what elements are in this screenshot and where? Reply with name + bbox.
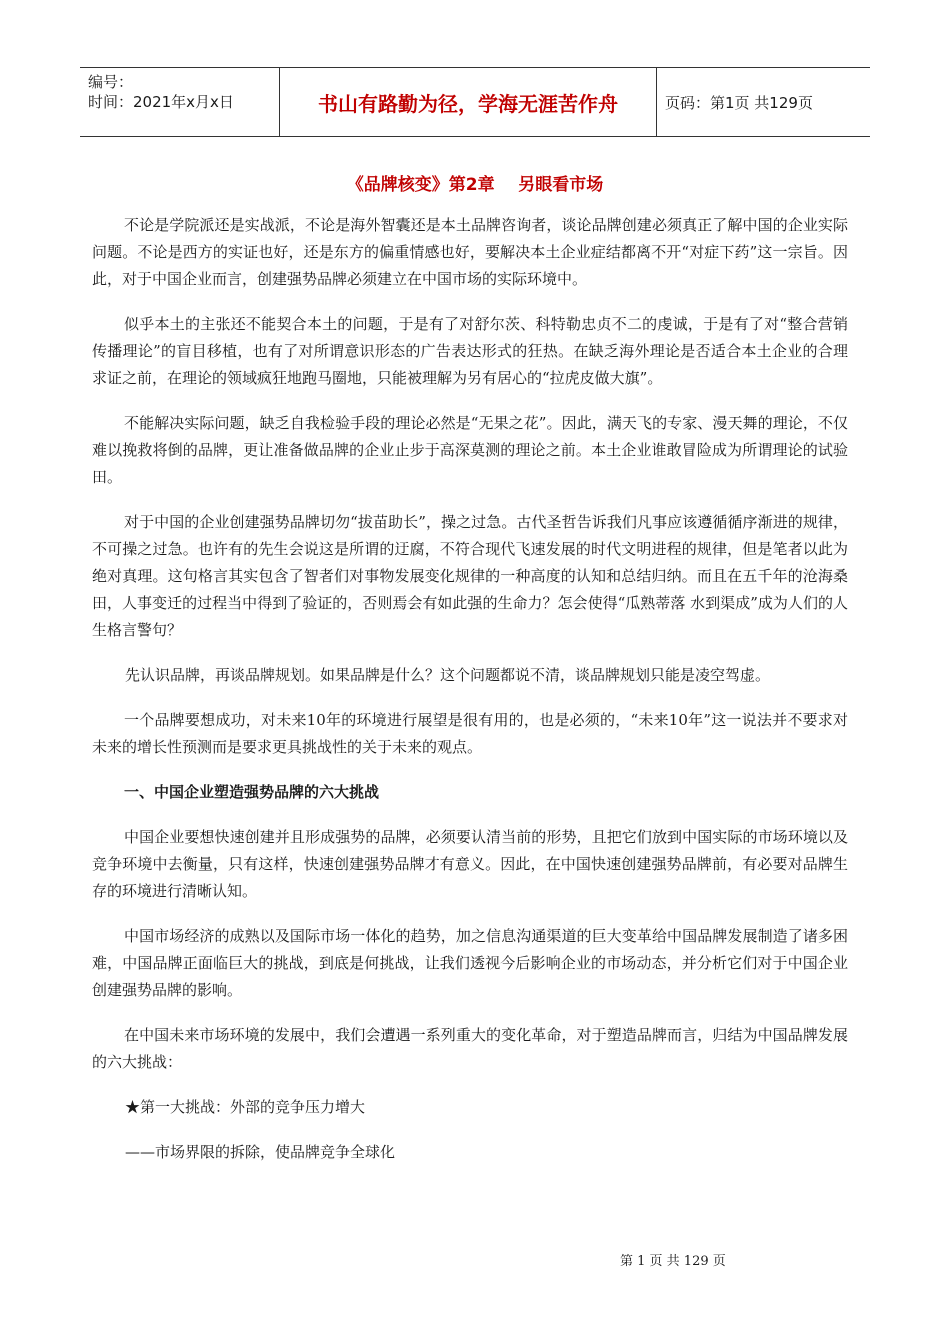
paragraph: 在中国未来市场环境的发展中，我们会遭遇一系列重大的变化革命，对于塑造品牌而言，归结为中国品牌发展的六大挑战： <box>92 1026 848 1071</box>
paragraph: 先认识品牌，再谈品牌规划。如果品牌是什么？这个问题都说不清，谈品牌规划只能是凌空驾虚。 <box>125 666 771 684</box>
header-page-info: 页码：第1页 共129页 <box>665 93 813 112</box>
document-header <box>80 67 870 137</box>
challenge-subheading: ——市场界限的拆除，使品牌竞争全球化 <box>125 1143 396 1161</box>
paragraph: 一个品牌要想成功，对未来10年的环境进行展望是很有用的，也是必须的，“未来10年”这一说法并不要求对未来的增长性预测而是要求更具挑战性的关于未来的观点。 <box>92 711 848 756</box>
paragraph: 中国企业要想快速创建并且形成强势的品牌，必须要认清当前的形势，且把它们放到中国实际的市场环境以及竞争环境中去衡量，只有这样，快速创建强势品牌才有意义。因此，在中国快速创建强势品牌前，有必要对品牌生存的环境进行清晰认知。 <box>92 828 848 900</box>
time-label: 时间：2021年x月x日 <box>88 93 234 111</box>
challenge-heading: ★第一大挑战：外部的竞争压力增大 <box>125 1098 366 1116</box>
header-meta <box>80 68 280 136</box>
page-footer: 第 1 页 共 129 页 <box>620 1254 726 1269</box>
serial-label: 编号： <box>88 73 134 91</box>
section-heading: 一、中国企业塑造强势品牌的六大挑战 <box>124 783 380 801</box>
document-body <box>92 212 848 1184</box>
paragraph: 对于中国的企业创建强势品牌切勿“拔苗助长”，操之过急。古代圣哲告诉我们凡事应该遵循循序渐进的规律，不可操之过急。也许有的先生会说这是所谓的迂腐，不符合现代飞速发展的时代文明进程的规律，但是笔者以此为绝对真理。这句格言其实包含了智者们对事物发展变化规律的一种高度的认知和总结归纳。而且在五千年的沧海桑田，人事变迁的过程当中得到了验证的，否则焉会有如此强的生命力？怎会使得“瓜熟蒂落 水到渠成”成为人们的人生格言警句？ <box>92 513 848 639</box>
paragraph: 不能解决实际问题，缺乏自我检验手段的理论必然是“无果之花”。因此，满天飞的专家、漫天舞的理论，不仅难以挽救将倒的品牌，更让准备做品牌的企业止步于高深莫测的理论之前。本土企业谁敢冒险成为所谓理论的试验田。 <box>92 414 848 486</box>
paragraph: 似乎本土的主张还不能契合本土的问题，于是有了对舒尔茨、科特勒忠贞不二的虔诚，于是有了对“整合营销传播理论”的盲目移植，也有了对所谓意识形态的广告表达形式的狂热。在缺乏海外理论是否适合本土企业的合理求证之前，在理论的领域疯狂地跑马圈地，只能被理解为另有居心的“拉虎皮做大旗”。 <box>92 315 848 387</box>
paragraph: 中国市场经济的成熟以及国际市场一体化的趋势，加之信息沟通渠道的巨大变革给中国品牌发展制造了诸多困难，中国品牌正面临巨大的挑战，到底是何挑战，让我们透视今后影响企业的市场动态，并分析它们对于中国企业创建强势品牌的影响。 <box>92 927 848 999</box>
header-motto: 书山有路勤为径，学海无涯苦作舟 <box>280 68 657 136</box>
chapter-title: 《品牌核变》第2章 另眼看市场 <box>346 175 604 195</box>
paragraph: 不论是学院派还是实战派，不论是海外智囊还是本土品牌咨询者，谈论品牌创建必须真正了解中国的企业实际问题。不论是西方的实证也好，还是东方的偏重情感也好，要解决本土企业症结都离不开“对症下药”这一宗旨。因此，对于中国企业而言，创建强势品牌必须建立在中国市场的实际环境中。 <box>92 216 848 288</box>
